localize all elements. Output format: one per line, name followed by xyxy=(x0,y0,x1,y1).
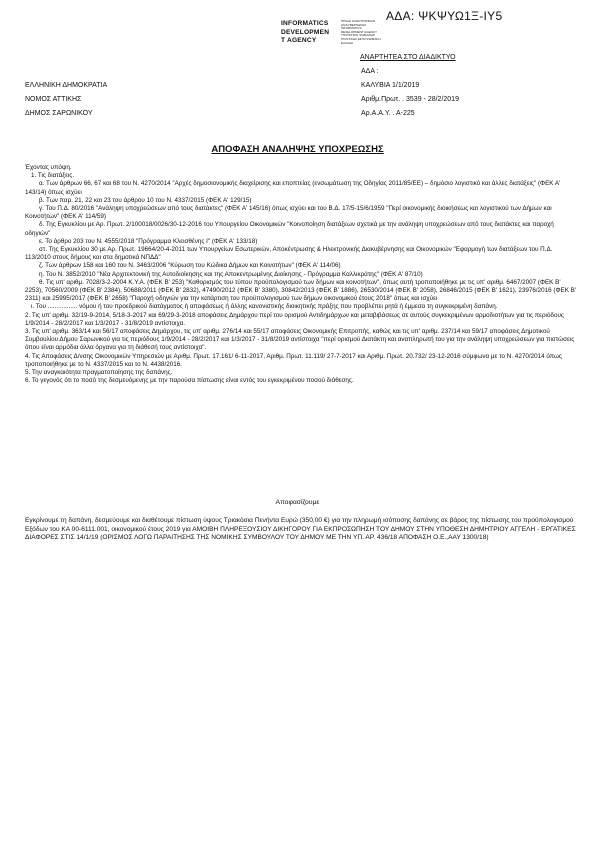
meta-place-date: ΚΑΛΥΒΙΑ 1/1/2019 xyxy=(361,82,420,89)
logo-line-1: INFORMATICS xyxy=(281,20,329,27)
authority-line-2: ΝΟΜΟΣ ΑΤΤΙΚΗΣ xyxy=(25,96,82,103)
decision-text: Εγκρίνουμε τη δαπάνη, δεσμεύουμε και διαθέτουμε πίστωση ύψους Τριακόσια Πενήντα Ευρώ (350,00 €) για την πληρωμή ισόποσης δαπάνης σε βάρος της πίστωσης του προϋπολογισμού Εξόδων του ΚΑ 00-6111.001, οικονομικού έτους 2019 για ΑΜΟΙΒΗ ΠΛΗΡΕΞΟΥΣΙΟΥ ΔΙΚΗΓΟΡΟΥ ΓΙΑ ΕΚΠΡΟΣΩΠΗΣΗ ΤΟΥ ΔΗΜΟΥ ΣΤΗΝ ΥΠΟΘΕΣΗ ΔΗΜΗΤΡΙΟΥ ΑΓΓΕΛΗ - ΕΡΓΑΤΙΚΕΣ ΔΙΑΦΟΡΕΣ ΣΤΙΣ 14/1/19 (ΟΡΙΣΜΟΣ ΛΟΓΩ ΠΑΡΑΙΤΗΣΗΣ ΤΗΣ ΝΟΜΙΚΗΣ ΣΥΜΒΟΥΛΟΥ ΤΟΥ ΔΗΜΟΥ ΜΕ ΤΗΝ ΥΠ. ΑΡ. 436/18 ΑΠΟΦΑΣΗ Ο.Ε.,ΑΑΥ 1300/18) xyxy=(25,517,576,542)
body-item-5: 5. Την αναγκαιότητα πραγματοποίησης της δαπάνης. xyxy=(25,369,173,377)
logo-line-2: DEVELOPMEN xyxy=(281,28,330,36)
post-online-label: ΑΝΑΡΤΗΤΕΑ ΣΤΟ ΔΙΑΔΙΚΤΥΟ xyxy=(360,54,456,61)
body-item-1h: η. Του Ν. 3852/2010 "Νέα Αρχιτεκτονική της Αυτοδιοίκησης και της Αποκεντρωμένης Διοίκησης - Πρόγραμμα Καλλικράτης" (ΦΕΚ Α' 87/10) xyxy=(39,270,423,278)
body-item-3: 3. Τις υπ' αριθμ. 363/14 και 56/17 αποφάσεις Δημάρχου, τις υπ' αριθμ. 276/14 και 55/17 αποφάσεις Οικονομικής Επιτροπής, καθώς και τις υπ' αριθμ. 237/14 και 59/17 αποφάσεις Δημοτικού Συμβουλίου Δήμου Σαρωνικού για τις περιόδους 1/9/2014 - 28/2/2017 και 1/3/2017 - 31/8/2019 αντίστοιχα "περί ορισμού Διατάκτη και αναπληρωτή του για την ανάληψη υποχρεώσεων για πιστώσεις όπου είναι αρμόδια άλλα όργανα για τη διάθεσή τους αντίστοιχα". xyxy=(25,328,575,352)
body-item-1c: γ. Του Π.Δ. 80/2016 "Ανάληψη υποχρεώσεων από τους διατάκτες" (ΦΕΚ Α' 145/16) όπως ισχύει και του Β.Δ. 17/5-15/6/1959 "Περί οικονομικής διοικήσεως και λογιστικού των Δήμων και Κοινοτήτων" (ΦΕΚ Α' 114/59) xyxy=(25,205,552,221)
body-item-2: 2. Τις υπ' αριθμ. 32/19-9-2014, 5/18-3-2017 και 69/29-3-2018 αποφάσεις Δημάρχου περί του ορισμού Αντιδημάρχων και μεταβιβάσεως σε αυτούς συγκεκριμένων αρμοδιοτήτων για τις περιόδους 1/9/2014 - 28/2/2017 και 1/3/2017 - 31/8/2019 αντίστοιχα. xyxy=(25,311,564,327)
ada-code: ΑΔΑ: ΨΚΨΥΩ1Ξ-ΙΥ5 xyxy=(386,9,503,23)
document-body xyxy=(25,164,577,385)
body-item-6: 6. Το γεγονός ότι το ποσό της δεσμευόμενης με την παρούσα πίστωσης είναι εντός του εγκεκριμένου ποσού διάθεσης. xyxy=(25,377,354,385)
body-item-1i: ι. Του ................. νόμου ή του προεδρικού διατάγματος ή αποφάσεως ή άλλης κανονιστικής διοικητικής πράξης που προβλέπει ρητά ή έμμεσα τη συγκεκριμένη δαπάνη. xyxy=(31,303,498,311)
logo-line-3: T AGENCY xyxy=(281,37,317,45)
body-item-1th: θ. Τις υπ' αριθμ. 7028/3-2-2004 Κ.Υ.Α. (ΦΕΚ Β' 253) "Καθορισμός του τύπου προϋπολογισμού των δήμων και κοινοτήτων", όπως αυτή τροποποιήθηκε με τις υπ' αριθμ. 6467/2007 (ΦΕΚ Β' 2253), 70560/2009 (ΦΕΚ Β' 2384), 50688/2011 (ΦΕΚ Β' 2832), 47490/2012 (ΦΕΚ Β' 3380), 30842/2013 (ΦΕΚ Β' 1886), 26530/2014 (ΦΕΚ Β' 2058), 26846/2015 (ΦΕΚ Β' 1621), 23976/2016 (ΦΕΚ Β' 2311) και 25995/2017 (ΦΕΚ Β' 2658) "Παροχή οδηγιών για την κατάρτιση του προϋπολογισμού των δήμων οικονομικού έτους 2018" όπως και ισχύει xyxy=(25,278,577,303)
body-item-1d: δ. Της Εγκυκλίου με Αρ. Πρωτ. 2/100018/0026/30-12-2016 του Υπουργείου Οικονομικών "Κοινοποίηση διατάξεων σχετικά με την ανάληψη υποχρεώσεων από τους διατάκτες και παροχή οδηγιών" xyxy=(25,221,554,237)
body-item-1b: β. Των παρ. 21, 22 και 23 του άρθρου 10 του Ν. 4337/2015 (ΦΕΚ Α' 129/15) xyxy=(39,196,252,204)
authority-line-3: ΔΗΜΟΣ ΣΑΡΩΝΙΚΟΥ xyxy=(25,110,93,117)
body-item-1: 1. Τις διατάξεις. xyxy=(31,172,75,180)
body-intro: Έχοντας υπόψη. xyxy=(25,164,72,171)
decide-heading: Αποφασίζουμε xyxy=(275,499,320,506)
body-item-1st: στ. Της Εγκυκλίου 30 με Αρ. Πρωτ. 19664/20-4-2011 των Υπουργείων Εσωτερικών, Αποκέντρωσης & Ηλεκτρονικής Διακυβέρνησης και Οικονομικών "Εφαρμογή των διατάξεων του Π.Δ. 113/2010 στους δήμους και στα δημοτικά ΝΠΔΔ" xyxy=(25,246,553,262)
body-item-1z: ζ. Των άρθρων 158 και 160 του Ν. 3463/2006 "Κύρωση του Κώδικα Δήμων και Κοινοτήτων" (ΦΕΚ Α' 114/06) xyxy=(39,262,341,270)
document-title: ΑΠΟΦΑΣΗ ΑΝΑΛΗΨΗΣ ΥΠΟΧΡΕΩΣΗΣ xyxy=(211,144,384,155)
authority-line-1: ΕΛΛΗΝΙΚΗ ΔΗΜΟΚΡΑΤΙΑ xyxy=(25,82,108,89)
meta-aay: Αρ.Α.Α.Υ. . Α-225 xyxy=(361,110,415,117)
meta-ada: ΑΔΑ : xyxy=(361,68,379,75)
meta-protocol: Αριθμ.Πρωτ. . 3539 - 28/2/2019 xyxy=(361,96,459,103)
body-item-1a: α. Των άρθρων 66, 67 και 68 του Ν. 4270/2014 "Αρχές δημοσιονομικής διαχείρισης και εποπτείας (ενσωμάτωση της Οδηγίας 2011/85/ΕΕ) – δημόσιο λογιστικό και άλλες διατάξεις" (ΦΕΚ Α' 143/14) όπως ισχύει xyxy=(25,180,561,196)
body-item-4: 4. Τις Αποφάσεις Δ/νσης Οικονομικών Υπηρεσιών με Αριθμ. Πρωτ. 17.161/ 6-11-2017, Αριθμ. Πρωτ. 11.119/ 27-7-2017 και Αριθμ. Πρωτ. 20.732/ 23-12-2016 σύμφωνα με το Ν. 4270/2014 όπως τροποποιήθηκε με το Ν. 4337/2015 και το Ν. 4438/2016. xyxy=(25,352,562,368)
ida-logo xyxy=(281,20,329,46)
logo-small-text: ΠΡΑΞΗ ΗΛΕΚΤΡΟΝΙΚΗΣ ΔΙΑΚΥΒΕΡΝΗΣΗΣ INFORMATICS DEVELOPMENT AGENCY ΥΠΟΥΡΓΕΙΟ ΨΗΦΙΑΚΗΣ ΠΟΛΙΤΙΚΗΣ ΕΣΠΑ ΨΗΦΙΑΚΗ ΕΛΛΑΔΑ xyxy=(341,19,381,45)
body-item-1e: ε. Το άρθρο 203 του Ν. 4555/2018 "Πρόγραμμα Κλεισθένης Ι" (ΦΕΚ Α' 133/18) xyxy=(39,237,258,245)
